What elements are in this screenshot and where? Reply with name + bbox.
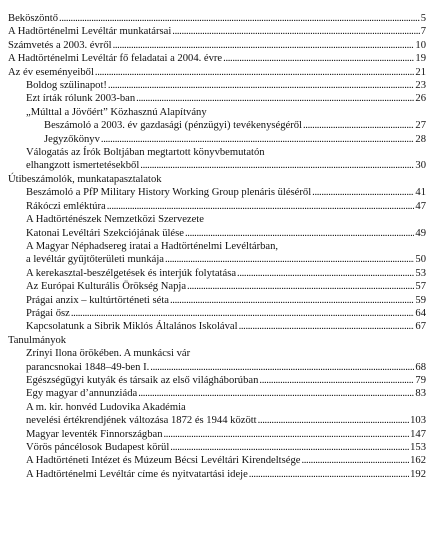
toc-entry-line <box>8 347 426 360</box>
toc-entry-line <box>8 119 426 132</box>
toc-entry-title: A m. kir. honvéd Ludovika Akadémia <box>26 401 186 413</box>
dot-leader <box>239 320 415 333</box>
dot-leader <box>237 267 414 280</box>
dot-leader <box>108 79 414 92</box>
dot-leader <box>223 52 414 65</box>
toc-entry-line <box>8 240 426 253</box>
toc-entry-title: A kerekasztal-beszélgetések és interjúk folytatása <box>26 267 237 279</box>
toc-entry-title: Kapcsolatunk a Sibrik Miklós Általános Iskolával <box>26 321 238 333</box>
toc-heading-text: Tanulmányok <box>8 334 67 346</box>
dot-leader <box>150 361 414 374</box>
toc-entry-line <box>8 79 426 92</box>
dot-leader <box>101 133 415 146</box>
dot-leader <box>107 200 415 213</box>
toc-entry-title: Az év eseményeiből <box>8 66 94 78</box>
dot-leader <box>71 307 415 320</box>
dot-leader <box>185 227 414 240</box>
toc-page-number: 67 <box>415 321 426 333</box>
toc-entry-title: Számvetés a 2003. évről <box>8 39 112 51</box>
toc-entry-line <box>8 320 426 333</box>
toc-entry-title: A Hadtörténészek Nemzetközi Szervezete <box>26 214 204 226</box>
dot-leader <box>303 119 414 132</box>
toc-entry-title: A Hadtörténelmi Levéltár fő feladatai a 2004. évre <box>8 53 223 65</box>
toc-page-number: 28 <box>415 133 426 145</box>
toc-entry-line <box>8 146 426 159</box>
toc-entry-title: Egészségügyi kutyák és társaik az első világháborúban <box>26 374 259 386</box>
toc-entry-title: Prágai ősz <box>26 307 70 319</box>
toc-page-number: 57 <box>415 281 426 293</box>
dot-leader <box>136 92 414 105</box>
toc-entry-line <box>8 66 426 79</box>
toc-entry-title: Rákóczi emléktúra <box>26 200 106 212</box>
toc-page-number: 27 <box>415 120 426 132</box>
dot-leader <box>249 468 409 481</box>
toc-entry-line <box>8 414 426 427</box>
toc-page-number: 30 <box>415 160 426 172</box>
toc-section-heading <box>8 334 426 347</box>
table-of-contents <box>8 12 426 481</box>
dot-leader <box>187 280 414 293</box>
toc-page-number: 49 <box>415 227 426 239</box>
toc-page-number: 10 <box>415 39 426 51</box>
toc-entry-line <box>8 307 426 320</box>
toc-entry-line <box>8 52 426 65</box>
toc-page-number: 147 <box>410 428 426 440</box>
toc-page-number: 83 <box>415 388 426 400</box>
toc-entry-line <box>8 253 426 266</box>
dot-leader <box>95 66 415 79</box>
toc-heading-text: „Múlttal a Jövőért” Közhasznú Alapítvány <box>26 106 207 118</box>
toc-entry-title: A Hadtörténeti Intézet és Múzeum Bécsi Levéltári Kirendeltsége <box>26 455 301 467</box>
toc-entry-line <box>8 159 426 172</box>
dot-leader <box>259 374 414 387</box>
toc-section-heading <box>8 106 426 119</box>
toc-entry-title: A Hadtörténelmi Levéltár munkatársai <box>8 26 172 38</box>
toc-entry-title: A Magyar Néphadsereg iratai a Hadtörténelmi Levéltárban, <box>26 240 279 252</box>
toc-entry-line <box>8 213 426 226</box>
toc-entry-title: Zrínyi Ilona örökében. A munkácsi vár <box>26 348 191 360</box>
toc-page-number: 68 <box>415 361 426 373</box>
toc-page-number: 79 <box>415 374 426 386</box>
toc-entry-title: Magyar leventék Finnországban <box>26 428 163 440</box>
toc-entry-title: Ezt írták rólunk 2003-ban <box>26 93 136 105</box>
dot-leader <box>170 294 414 307</box>
dot-leader <box>138 387 414 400</box>
toc-entry-title: parancsnokai 1848–49-ben I. <box>26 361 150 373</box>
toc-page-number: 50 <box>415 254 426 266</box>
toc-entry-title: Vörös páncélosok Budapest körül <box>26 442 170 453</box>
toc-entry-line <box>8 200 426 213</box>
toc-entry-line <box>8 374 426 387</box>
dot-leader <box>59 12 420 25</box>
dot-leader <box>113 39 415 52</box>
toc-entry-line <box>8 25 426 38</box>
toc-entry-line <box>8 39 426 52</box>
toc-page-number: 5 <box>420 13 426 24</box>
toc-entry-title: Egy magyar d’annunziáda <box>26 388 138 400</box>
toc-entry-title: Válogatás az Írók Boltjában megtartott könyvbemutatón <box>26 147 265 159</box>
toc-entry-line <box>8 267 426 280</box>
toc-entry-title: a levéltár gyűjtőterületi munkája <box>26 254 164 266</box>
toc-entry-title: Jegyzőkönyv <box>44 133 100 145</box>
toc-entry-line <box>8 12 426 25</box>
toc-page-number: 19 <box>415 53 426 65</box>
toc-entry-title: A Hadtörténelmi Levéltár címe és nyitvatartási ideje <box>26 468 248 480</box>
toc-entry-line <box>8 401 426 414</box>
toc-page-number: 64 <box>415 307 426 319</box>
toc-entry-title: Boldog szülinapot! <box>26 80 107 92</box>
toc-page-number: 23 <box>415 80 426 92</box>
dot-leader <box>258 414 409 427</box>
toc-entry-title: Beszámoló a 2003. év gazdasági (pénzügyi) tevékenységéről <box>44 120 302 132</box>
dot-leader <box>312 186 414 199</box>
toc-entry-line <box>8 280 426 293</box>
toc-page-number: 21 <box>415 66 426 78</box>
dot-leader <box>172 25 419 38</box>
toc-entry-line <box>8 428 426 441</box>
dot-leader <box>301 454 409 467</box>
dot-leader <box>140 159 414 172</box>
toc-entry-title: Beszámoló a PfP Military History Working Group plenáris üléséről <box>26 187 312 199</box>
toc-page-number: 162 <box>410 455 426 467</box>
toc-entry-line <box>8 92 426 105</box>
toc-page-number: 103 <box>410 415 426 427</box>
toc-entry-line <box>8 454 426 467</box>
toc-entry-line <box>8 133 426 146</box>
toc-entry-line <box>8 294 426 307</box>
toc-page-number: 153 <box>410 442 426 453</box>
toc-page-number: 192 <box>410 468 426 480</box>
toc-entry-line <box>8 441 426 454</box>
dot-leader <box>170 441 409 454</box>
toc-entry-title: Az Európai Kulturális Örökség Napja <box>26 281 187 293</box>
toc-page-number: 7 <box>420 26 426 38</box>
toc-entry-title: Prágai anzix – kultúrtörténeti séta <box>26 294 169 306</box>
toc-entry-title: Beköszöntő <box>8 13 59 24</box>
toc-entry-title: nevelési értékrendjének változása 1872 és 1944 között <box>26 415 257 427</box>
toc-entry-title: Katonai Levéltári Szekciójának ülése <box>26 227 184 239</box>
toc-entry-line <box>8 387 426 400</box>
toc-entry-title: elhangzott ismertetésekből <box>26 160 140 172</box>
toc-entry-line <box>8 361 426 374</box>
toc-entry-line <box>8 468 426 481</box>
toc-page-number: 59 <box>415 294 426 306</box>
dot-leader <box>165 253 414 266</box>
dot-leader <box>164 428 410 441</box>
toc-entry-line <box>8 227 426 240</box>
toc-entry-line <box>8 186 426 199</box>
toc-heading-text: Útibeszámolók, munkatapasztalatok <box>8 173 162 185</box>
toc-page-number: 26 <box>415 93 426 105</box>
toc-page-number: 41 <box>415 187 426 199</box>
toc-page-number: 47 <box>415 200 426 212</box>
toc-section-heading <box>8 173 426 186</box>
toc-page-number: 53 <box>415 267 426 279</box>
